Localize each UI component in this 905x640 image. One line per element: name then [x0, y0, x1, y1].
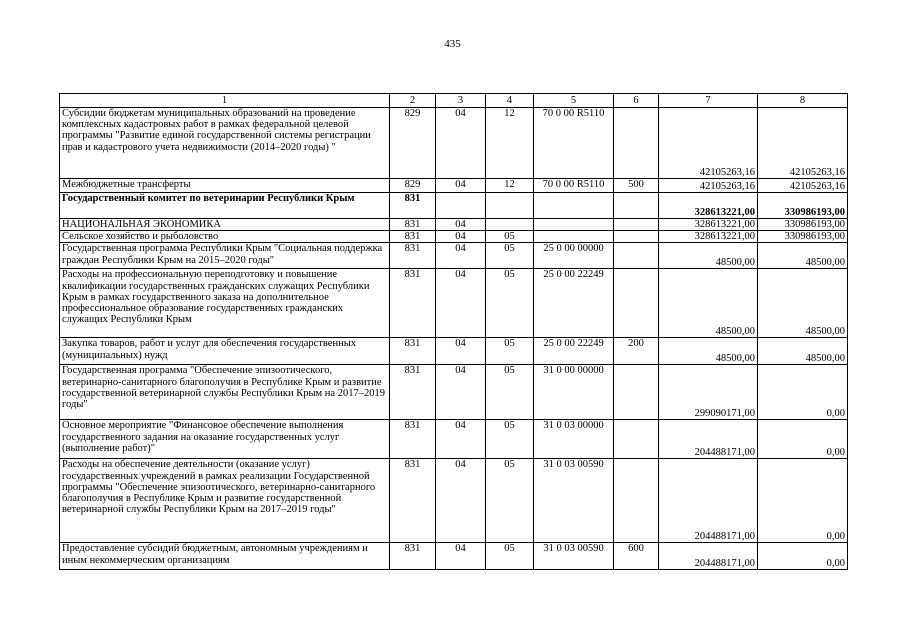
section-code-cell: 04 [436, 420, 486, 459]
amount-year1-cell: 328613221,00 [659, 231, 758, 243]
expense-type-cell [614, 108, 659, 179]
row-name-cell: Расходы на профессиональную переподготовку и повышение квалификации государственных гражданских служащих Республики Крым в рамках государственного заказа на дополнительное профессиональное образование государственных гражданских служащих Республики Крым [60, 269, 390, 338]
admin-code-cell: 831 [390, 365, 436, 420]
header-cell: 3 [436, 94, 486, 108]
section-code-cell: 04 [436, 243, 486, 269]
table-row [60, 459, 848, 543]
subsection-code-cell: 05 [486, 365, 534, 420]
table-row [60, 179, 848, 193]
target-code-cell [534, 231, 614, 243]
expense-type-cell [614, 420, 659, 459]
subsection-code-cell [486, 219, 534, 231]
table-row [60, 543, 848, 570]
amount-year1-cell: 328613221,00 [659, 219, 758, 231]
admin-code-cell: 831 [390, 219, 436, 231]
amount-year2-cell: 0,00 [758, 543, 848, 570]
subsection-code-cell: 05 [486, 543, 534, 570]
table-row [60, 219, 848, 231]
target-code-cell: 31 0 03 00590 [534, 459, 614, 543]
section-code-cell: 04 [436, 543, 486, 570]
subsection-code-cell: 12 [486, 108, 534, 179]
table-row [60, 108, 848, 179]
section-code-cell: 04 [436, 108, 486, 179]
admin-code-cell: 831 [390, 338, 436, 365]
expense-type-cell [614, 243, 659, 269]
amount-year1-cell: 48500,00 [659, 269, 758, 338]
admin-code-cell: 831 [390, 543, 436, 570]
expense-type-cell: 600 [614, 543, 659, 570]
page-number: 435 [444, 38, 461, 50]
expense-type-cell [614, 365, 659, 420]
amount-year2-cell: 42105263,16 [758, 108, 848, 179]
row-name-cell: Сельское хозяйство и рыболовство [60, 231, 390, 243]
section-code-cell: 04 [436, 231, 486, 243]
row-name-cell: Субсидии бюджетам муниципальных образований на проведение комплексных кадастровых работ в рамках федеральной целевой программы "Развитие единой государственной системы регистрации прав и кадастрового учета недвижимости (2014–2020 годы) " [60, 108, 390, 179]
table-row [60, 193, 848, 219]
amount-year2-cell: 0,00 [758, 365, 848, 420]
header-cell: 5 [534, 94, 614, 108]
amount-year2-cell: 42105263,16 [758, 179, 848, 193]
header-row [60, 94, 848, 108]
target-code-cell: 70 0 00 R5110 [534, 179, 614, 193]
header-cell: 8 [758, 94, 848, 108]
amount-year2-cell: 48500,00 [758, 243, 848, 269]
admin-code-cell: 829 [390, 179, 436, 193]
amount-year1-cell: 328613221,00 [659, 193, 758, 219]
table-row [60, 231, 848, 243]
amount-year2-cell: 330986193,00 [758, 231, 848, 243]
amount-year2-cell: 330986193,00 [758, 193, 848, 219]
target-code-cell [534, 193, 614, 219]
amount-year1-cell: 299090171,00 [659, 365, 758, 420]
header-cell: 2 [390, 94, 436, 108]
subsection-code-cell: 05 [486, 269, 534, 338]
amount-year1-cell: 42105263,16 [659, 108, 758, 179]
target-code-cell: 70 0 00 R5110 [534, 108, 614, 179]
subsection-code-cell: 05 [486, 420, 534, 459]
header-cell: 1 [60, 94, 390, 108]
amount-year1-cell: 42105263,16 [659, 179, 758, 193]
header-cell: 6 [614, 94, 659, 108]
table-body [60, 108, 848, 570]
expense-type-cell: 200 [614, 338, 659, 365]
subsection-code-cell: 05 [486, 243, 534, 269]
amount-year1-cell: 48500,00 [659, 243, 758, 269]
section-code-cell: 04 [436, 338, 486, 365]
table-row [60, 243, 848, 269]
row-name-cell: НАЦИОНАЛЬНАЯ ЭКОНОМИКА [60, 219, 390, 231]
amount-year2-cell: 48500,00 [758, 269, 848, 338]
table-row [60, 338, 848, 365]
admin-code-cell: 831 [390, 269, 436, 338]
section-code-cell: 04 [436, 269, 486, 338]
expense-type-cell [614, 193, 659, 219]
subsection-code-cell: 05 [486, 459, 534, 543]
header-cell: 4 [486, 94, 534, 108]
admin-code-cell: 831 [390, 231, 436, 243]
table-row [60, 269, 848, 338]
row-name-cell: Межбюджетные трансферты [60, 179, 390, 193]
subsection-code-cell: 12 [486, 179, 534, 193]
row-name-cell: Государственная программа "Обеспечение эпизоотического, ветеринарно-санитарного благополучия в Республике Крым и развитие государственной ветеринарной службы Республики Крым на 2017–2019 годы" [60, 365, 390, 420]
subsection-code-cell [486, 193, 534, 219]
admin-code-cell: 831 [390, 193, 436, 219]
section-code-cell: 04 [436, 365, 486, 420]
table-row [60, 365, 848, 420]
table-row [60, 420, 848, 459]
subsection-code-cell: 05 [486, 231, 534, 243]
amount-year2-cell: 0,00 [758, 420, 848, 459]
target-code-cell: 31 0 00 00000 [534, 365, 614, 420]
section-code-cell: 04 [436, 219, 486, 231]
row-name-cell: Основное мероприятие "Финансовое обеспечение выполнения государственного задания на оказание государственных услуг (выполнение работ)" [60, 420, 390, 459]
row-name-cell: Предоставление субсидий бюджетным, автономным учреждениям и иным некоммерческим организациям [60, 543, 390, 570]
row-name-cell: Расходы на обеспечение деятельности (оказание услуг) государственных учреждений в рамках реализации Государственной программы "Обеспечение эпизоотического, ветеринарно-санитарного благополучия в Республике Крым и развитие государственной ветеринарной службы Республики Крым на 2017–2019 годы" [60, 459, 390, 543]
target-code-cell: 25 0 00 00000 [534, 243, 614, 269]
target-code-cell: 31 0 03 00590 [534, 543, 614, 570]
expense-type-cell [614, 459, 659, 543]
admin-code-cell: 829 [390, 108, 436, 179]
admin-code-cell: 831 [390, 420, 436, 459]
amount-year1-cell: 48500,00 [659, 338, 758, 365]
subsection-code-cell: 05 [486, 338, 534, 365]
expense-type-cell [614, 231, 659, 243]
target-code-cell [534, 219, 614, 231]
amount-year1-cell: 204488171,00 [659, 459, 758, 543]
amount-year2-cell: 330986193,00 [758, 219, 848, 231]
section-code-cell [436, 193, 486, 219]
row-name-cell: Государственный комитет по ветеринарии Республики Крым [60, 193, 390, 219]
amount-year1-cell: 204488171,00 [659, 543, 758, 570]
amount-year2-cell: 0,00 [758, 459, 848, 543]
amount-year1-cell: 204488171,00 [659, 420, 758, 459]
amount-year2-cell: 48500,00 [758, 338, 848, 365]
section-code-cell: 04 [436, 179, 486, 193]
expense-type-cell: 500 [614, 179, 659, 193]
row-name-cell: Государственная программа Республики Крым "Социальная поддержка граждан Республики Крым на 2015–2020 годы" [60, 243, 390, 269]
expense-type-cell [614, 269, 659, 338]
section-code-cell: 04 [436, 459, 486, 543]
target-code-cell: 25 0 00 22249 [534, 269, 614, 338]
header-cell: 7 [659, 94, 758, 108]
budget-table [59, 93, 848, 570]
expense-type-cell [614, 219, 659, 231]
target-code-cell: 25 0 00 22249 [534, 338, 614, 365]
admin-code-cell: 831 [390, 243, 436, 269]
row-name-cell: Закупка товаров, работ и услуг для обеспечения государственных (муниципальных) нужд [60, 338, 390, 365]
admin-code-cell: 831 [390, 459, 436, 543]
target-code-cell: 31 0 03 00000 [534, 420, 614, 459]
